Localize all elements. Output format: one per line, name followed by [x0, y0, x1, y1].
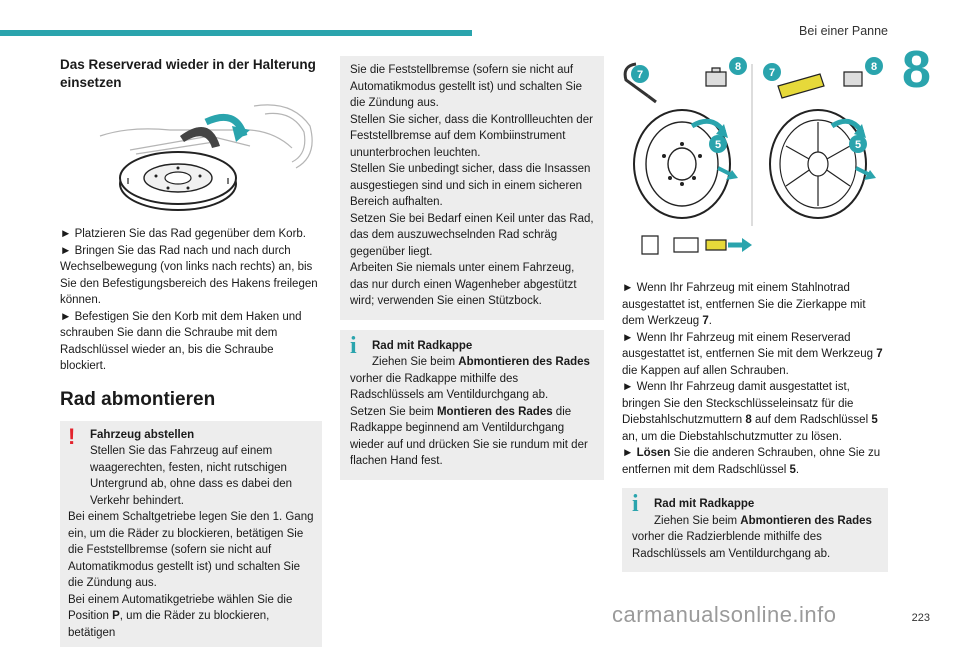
info-line: Setzen Sie beim Montieren des Rades die Radkappe beginnend am Ventildurchgang wieder auf und drücken Sie sie rundum mit der flachen Hand fest. [350, 404, 594, 470]
watermark: carmanualsonline.info [612, 602, 837, 628]
badge-tool-8: 8 [735, 61, 741, 73]
info-line: vorher die Radkappe mithilfe des Radschlüssels am Ventildurchgang ab. [350, 371, 594, 404]
warning-line: Setzen Sie bei Bedarf einen Keil unter das Rad, das dem auszuwechselnden Rad schräg gegenüber liegt. [350, 211, 594, 261]
warning-box-continued [340, 56, 604, 320]
warning-line: Stellen Sie sicher, dass die Kontrollleuchten der Feststellbremse auf dem Kombiinstrument ununterbrochen leuchten. [350, 112, 594, 162]
spare-wheel-illustration [60, 96, 322, 222]
warning-title: Fahrzeug abstellen [90, 427, 314, 444]
info-box-wheel-trim [622, 488, 888, 572]
step-place-wheel: ► Platzieren Sie das Rad gegenüber dem Korb. [60, 226, 322, 243]
badge-wrench-5: 5 [715, 139, 721, 151]
info-title: Rad mit Radkappe [654, 496, 878, 513]
heading-reinsert-spare: Das Reserverad wieder in der Halterung einsetzen [60, 56, 322, 92]
warning-line: Arbeiten Sie niemals unter einem Fahrzeug, das nur durch einen Wagenheber abgestützt wird; verwenden Sie einen Stützbock. [350, 260, 594, 310]
badge-tool-8-alloy: 8 [871, 61, 877, 73]
column-middle [340, 56, 604, 480]
warning-icon: ! [68, 429, 75, 446]
warning-line: Stellen Sie das Fahrzeug auf einem waagerechten, festen, nicht rutschigen Untergrund ab, ohne dass es dabei den Verkehr behindert. [90, 443, 314, 509]
page-number: 223 [912, 612, 930, 624]
step-antitheft: ► Wenn Ihr Fahrzeug damit ausgestattet ist, bringen Sie den Steckschlüsseleinsatz für die Diebstahlschutzmuttern 8 auf dem Radschlüssel 5 an, um die Diebstahlschutzmutter zu lösen. [622, 379, 888, 445]
header-accent-bar [0, 30, 472, 36]
badge-tool-7: 7 [637, 69, 643, 81]
info-line: Ziehen Sie beim Abmontieren des Rades [654, 513, 878, 530]
chapter-number: 8 [902, 44, 931, 96]
wheel-removal-illustration [622, 56, 888, 270]
warning-box [60, 421, 322, 647]
warning-line-position: Position P, um die Räder zu blockieren, betätigen [68, 608, 314, 641]
heading-remove-wheel: Rad abmontieren [60, 389, 322, 411]
info-icon: i [350, 338, 357, 355]
section-title: Bei einer Panne [780, 24, 888, 38]
step-steel-cap: ► Wenn Ihr Fahrzeug mit einem Stahlnotrad ausgestattet ist, entfernen Sie die Zierkappe mit dem Werkzeug 7. [622, 280, 888, 330]
info-title: Rad mit Radkappe [372, 338, 594, 355]
badge-tool-7-alloy: 7 [769, 67, 775, 79]
step-attach-wheel: ► Bringen Sie das Rad nach und nach durch Wechselbewegung (von links nach rechts) an, bis Sie den Befestigungsbereich des Hakens freilegen können. [60, 243, 322, 309]
step-loosen: ► Lösen Sie die anderen Schrauben, ohne Sie zu entfernen mit dem Radschlüssel 5. [622, 445, 888, 478]
column-left [60, 56, 322, 647]
info-line: vorher die Radzierblende mithilfe des Radschlüssels am Ventildurchgang ab. [632, 529, 878, 562]
warning-line: Bei einem Automatikgetriebe wählen Sie die [68, 592, 314, 609]
warning-line: Bei einem Schaltgetriebe legen Sie den 1. Gang ein, um die Räder zu blockieren, betätigen Sie die Feststellbremse (sofern sie nicht auf Automatikmodus gestellt ist) und schalten Sie die Zündung aus. [68, 509, 314, 592]
info-icon: i [632, 496, 639, 513]
step-spare-caps: ► Wenn Ihr Fahrzeug mit einem Reserverad ausgestattet ist, entfernen Sie mit dem Werkzeug 7 die Kappen auf allen Schrauben. [622, 330, 888, 380]
step-fix-basket: ► Befestigen Sie den Korb mit dem Haken und schrauben Sie dann die Schraube mit dem Radschlüssel wieder an, bis die Schraube blockiert. [60, 309, 322, 375]
column-right [622, 56, 888, 572]
info-box-hubcap [340, 330, 604, 480]
badge-wrench-5-alloy: 5 [855, 139, 861, 151]
info-line: Ziehen Sie beim Abmontieren des Rades [372, 354, 594, 371]
warning-line: Sie die Feststellbremse (sofern sie nicht auf Automatikmodus gestellt ist) und schalten Sie die Zündung aus. [350, 62, 594, 112]
warning-line: Stellen Sie unbedingt sicher, dass die Insassen ausgestiegen sind und sich in einem sicheren Bereich aufhalten. [350, 161, 594, 211]
